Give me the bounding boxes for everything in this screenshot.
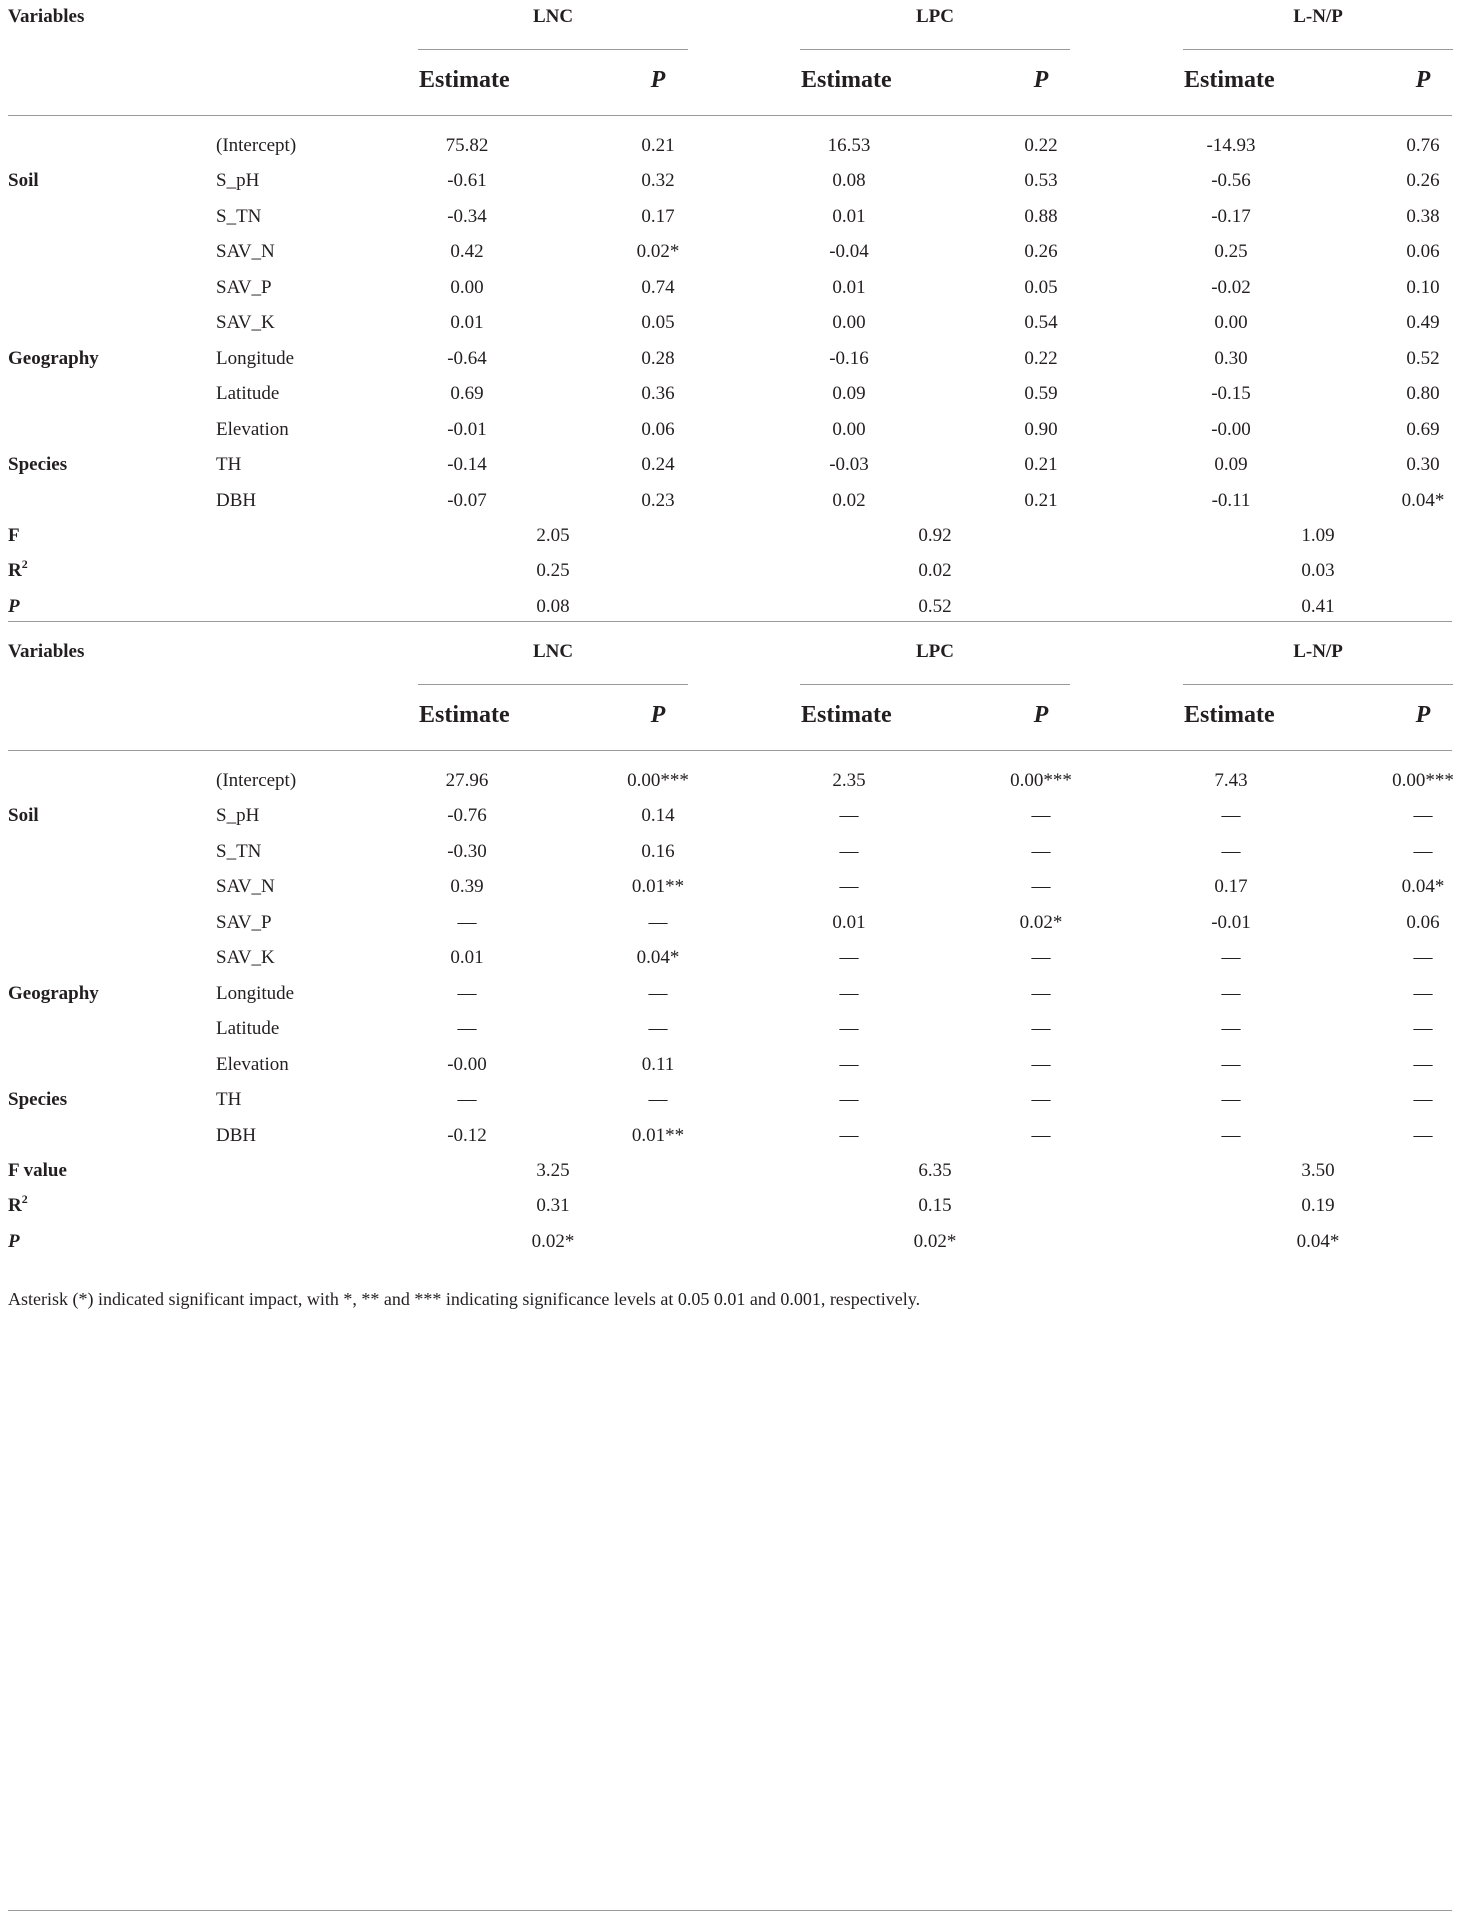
table-cell: — xyxy=(1413,841,1433,862)
table-cell: 0.09 xyxy=(832,383,866,404)
table-cell: 0.59 xyxy=(1024,383,1058,404)
table-cell: — xyxy=(839,983,859,1004)
stat-label-text: P xyxy=(8,1231,20,1252)
table-cell: 0.08 xyxy=(832,170,866,191)
table-cell: -0.30 xyxy=(447,841,487,862)
stat-label-text: R xyxy=(8,1195,22,1216)
table-cell: 0.00*** xyxy=(1392,770,1454,791)
row-variable: S_pH xyxy=(216,170,260,191)
table-cell: 0.09 xyxy=(1214,454,1248,475)
table-cell: -0.04 xyxy=(829,241,869,262)
stat-value: 1.09 xyxy=(1301,525,1335,546)
table-cell: — xyxy=(839,841,859,862)
stat-label-superscript: 2 xyxy=(21,557,28,571)
estimate-header: Estimate xyxy=(1184,67,1275,93)
table-cell: — xyxy=(1413,983,1433,1004)
table-cell: 0.01** xyxy=(631,1125,685,1146)
table-cell: 0.01 xyxy=(450,312,484,333)
row-variable: (Intercept) xyxy=(216,770,297,791)
estimate-header: Estimate xyxy=(419,702,510,728)
p-header: P xyxy=(1033,67,1049,93)
table-cell: -0.12 xyxy=(447,1125,487,1146)
table-cell: 0.80 xyxy=(1406,383,1440,404)
table-cell: -0.01 xyxy=(447,419,487,440)
table-cell: 0.06 xyxy=(1406,912,1440,933)
table-cell: 2.35 xyxy=(832,770,866,791)
stat-value: 0.19 xyxy=(1301,1195,1335,1216)
table-cell: 0.00*** xyxy=(627,770,689,791)
p-header: P xyxy=(1033,702,1049,728)
group-underline xyxy=(800,49,1070,50)
table-cell: 0.69 xyxy=(450,383,484,404)
table-cell: -0.11 xyxy=(1211,490,1251,511)
table-cell: — xyxy=(1031,983,1051,1004)
table-cell: 0.30 xyxy=(1214,348,1248,369)
table-cell: — xyxy=(457,912,477,933)
table-cell: 75.82 xyxy=(445,135,489,156)
table-cell: — xyxy=(648,912,668,933)
row-variable: TH xyxy=(216,1089,242,1110)
table-cell: 0.22 xyxy=(1024,348,1058,369)
stat-label-text: F value xyxy=(8,1160,67,1181)
table-cell: — xyxy=(648,1089,668,1110)
stat-value: 3.25 xyxy=(536,1160,570,1181)
table-cell: -0.03 xyxy=(829,454,869,475)
table-cell: 27.96 xyxy=(445,770,489,791)
table-cell: 0.05 xyxy=(1024,277,1058,298)
p-header: P xyxy=(1415,67,1431,93)
table-cell: — xyxy=(457,983,477,1004)
variables-header: Variables xyxy=(8,6,85,27)
table-cell: -0.00 xyxy=(1211,419,1251,440)
group-header-lnc: LNC xyxy=(532,6,574,27)
table-cell: — xyxy=(1031,876,1051,897)
group-header-lnc: LNC xyxy=(532,641,574,662)
table-cell: 0.01** xyxy=(631,876,685,897)
row-variable: Latitude xyxy=(216,1018,280,1039)
table-cell: 0.00*** xyxy=(1010,770,1072,791)
row-variable: Elevation xyxy=(216,1054,289,1075)
table-cell: 0.30 xyxy=(1406,454,1440,475)
row-category: Geography xyxy=(8,983,99,1004)
table-cell: — xyxy=(1221,805,1241,826)
table-cell: 0.00 xyxy=(832,312,866,333)
table-cell: — xyxy=(648,983,668,1004)
table-cell: — xyxy=(1221,1054,1241,1075)
table-cell: 0.06 xyxy=(641,419,675,440)
table-cell: 0.17 xyxy=(641,206,675,227)
p-header: P xyxy=(650,702,666,728)
group-header-lnp: L-N/P xyxy=(1293,6,1343,27)
table-cell: 0.01 xyxy=(832,277,866,298)
row-category: Species xyxy=(8,1089,68,1110)
estimate-header: Estimate xyxy=(801,67,892,93)
table-cell: 0.76 xyxy=(1406,135,1440,156)
table-cell: 0.00 xyxy=(450,277,484,298)
row-variable: TH xyxy=(216,454,242,475)
table-cell: — xyxy=(1221,983,1241,1004)
table-cell: 0.53 xyxy=(1024,170,1058,191)
group-header-lnp: L-N/P xyxy=(1293,641,1343,662)
group-underline xyxy=(1183,49,1453,50)
table-cell: — xyxy=(457,1089,477,1110)
table-cell: 0.36 xyxy=(641,383,675,404)
table-cell: — xyxy=(1413,1054,1433,1075)
row-variable: DBH xyxy=(216,490,257,511)
table-cell: — xyxy=(1413,947,1433,968)
table-cell: 0.90 xyxy=(1024,419,1058,440)
table-cell: — xyxy=(1031,1054,1051,1075)
table-cell: 0.42 xyxy=(450,241,484,262)
stat-label-text: F xyxy=(8,525,20,546)
table-cell: -0.17 xyxy=(1211,206,1251,227)
row-variable: SAV_N xyxy=(216,241,275,262)
stat-label-text: R xyxy=(8,560,22,581)
table-cell: 0.04* xyxy=(1401,490,1445,511)
table-cell: 0.00 xyxy=(832,419,866,440)
table-cell: 0.01 xyxy=(832,206,866,227)
table-cell: 0.02* xyxy=(1019,912,1063,933)
table-cell: 0.21 xyxy=(641,135,675,156)
stat-value: 0.52 xyxy=(918,596,952,617)
row-variable: S_TN xyxy=(216,841,262,862)
stat-value: 0.02* xyxy=(531,1231,575,1252)
stat-value: 0.02 xyxy=(918,560,952,581)
row-variable: DBH xyxy=(216,1125,257,1146)
stat-value: 0.41 xyxy=(1301,596,1335,617)
table-cell: 0.49 xyxy=(1406,312,1440,333)
table-cell: — xyxy=(1221,841,1241,862)
stat-value: 3.50 xyxy=(1301,1160,1335,1181)
table-cell: 0.04* xyxy=(636,947,680,968)
table-cell: — xyxy=(1221,947,1241,968)
table-cell: 0.26 xyxy=(1406,170,1440,191)
row-variable: S_TN xyxy=(216,206,262,227)
table-cell: 0.21 xyxy=(1024,454,1058,475)
table-cell: 0.24 xyxy=(641,454,675,475)
table-cell: -0.34 xyxy=(447,206,487,227)
estimate-header: Estimate xyxy=(419,67,510,93)
table-cell: 0.01 xyxy=(450,947,484,968)
table-cell: 0.52 xyxy=(1406,348,1440,369)
table-cell: — xyxy=(1413,1018,1433,1039)
stat-value: 2.05 xyxy=(536,525,570,546)
table-cell: 0.38 xyxy=(1406,206,1440,227)
table-cell: — xyxy=(1413,805,1433,826)
stat-value: 0.02* xyxy=(913,1231,957,1252)
table-cell: — xyxy=(457,1018,477,1039)
table-cell: — xyxy=(1031,841,1051,862)
header-rule xyxy=(8,115,1452,116)
table-cell: — xyxy=(839,876,859,897)
stat-label-superscript: 2 xyxy=(21,1192,28,1206)
table-cell: 0.02* xyxy=(636,241,680,262)
row-variable: Longitude xyxy=(216,348,295,369)
table-cell: -0.02 xyxy=(1211,277,1251,298)
estimate-header: Estimate xyxy=(1184,702,1275,728)
table-cell: 0.06 xyxy=(1406,241,1440,262)
table-cell: 0.17 xyxy=(1214,876,1248,897)
row-category: Soil xyxy=(8,170,39,191)
stat-label xyxy=(8,1159,67,1183)
table-cell: 0.74 xyxy=(641,277,675,298)
table-cell: — xyxy=(1031,805,1051,826)
table-cell: -0.00 xyxy=(447,1054,487,1075)
stat-label xyxy=(8,1230,20,1254)
stat-label xyxy=(8,1194,28,1218)
table-cell: — xyxy=(839,947,859,968)
table-cell: 0.10 xyxy=(1406,277,1440,298)
stat-label xyxy=(8,595,20,619)
stat-value: 0.25 xyxy=(536,560,570,581)
table-cell: 0.32 xyxy=(641,170,675,191)
table-cell: — xyxy=(1413,1125,1433,1146)
table-cell: 0.11 xyxy=(641,1054,675,1075)
group-underline xyxy=(418,684,688,685)
row-variable: SAV_P xyxy=(216,912,272,933)
stat-value: 0.03 xyxy=(1301,560,1335,581)
table-cell: -0.76 xyxy=(447,805,487,826)
table-cell: -0.16 xyxy=(829,348,869,369)
row-variable: Elevation xyxy=(216,419,289,440)
table-bottom-rule xyxy=(8,621,1452,622)
p-header: P xyxy=(1415,702,1431,728)
row-variable: SAV_K xyxy=(216,312,275,333)
table-cell: 0.28 xyxy=(641,348,675,369)
table-cell: -14.93 xyxy=(1206,135,1256,156)
stat-label xyxy=(8,559,28,583)
table-cell: -0.07 xyxy=(447,490,487,511)
stat-label-text: P xyxy=(8,596,20,617)
table-cell: — xyxy=(1221,1125,1241,1146)
table-cell: 7.43 xyxy=(1214,770,1248,791)
table-cell: -0.14 xyxy=(447,454,487,475)
row-variable: Longitude xyxy=(216,983,295,1004)
table-cell: — xyxy=(839,1089,859,1110)
table-cell: — xyxy=(839,1125,859,1146)
table-cell: -0.61 xyxy=(447,170,487,191)
table-cell: — xyxy=(1031,1125,1051,1146)
table-cell: 0.23 xyxy=(641,490,675,511)
table-cell: 0.22 xyxy=(1024,135,1058,156)
table-cell: 0.39 xyxy=(450,876,484,897)
row-variable: S_pH xyxy=(216,805,260,826)
table-cell: — xyxy=(839,805,859,826)
p-header: P xyxy=(650,67,666,93)
table-cell: 0.21 xyxy=(1024,490,1058,511)
row-category: Species xyxy=(8,454,68,475)
table-cell: — xyxy=(1221,1089,1241,1110)
table-cell: 0.04* xyxy=(1401,876,1445,897)
table-cell: 0.25 xyxy=(1214,241,1248,262)
table-cell: -0.64 xyxy=(447,348,487,369)
table-cell: — xyxy=(1031,947,1051,968)
table-cell: — xyxy=(1031,1089,1051,1110)
row-variable: SAV_K xyxy=(216,947,275,968)
table-cell: -0.01 xyxy=(1211,912,1251,933)
table-cell: — xyxy=(1413,1089,1433,1110)
stat-value: 0.08 xyxy=(536,596,570,617)
table-cell: — xyxy=(839,1054,859,1075)
table-footnote: Asterisk (*) indicated significant impact, with *, ** and *** indicating significance levels at 0.05 0.01 and 0.001, respectively. xyxy=(8,1289,921,1309)
table-cell: 0.05 xyxy=(641,312,675,333)
table-cell: — xyxy=(839,1018,859,1039)
table-cell: — xyxy=(648,1018,668,1039)
table-cell: -0.15 xyxy=(1211,383,1251,404)
table-cell: — xyxy=(1031,1018,1051,1039)
stat-label xyxy=(8,524,20,548)
group-header-lpc: LPC xyxy=(916,641,954,662)
table-cell: 0.88 xyxy=(1024,206,1058,227)
row-variable: Latitude xyxy=(216,383,280,404)
group-underline xyxy=(1183,684,1453,685)
table-cell: 0.26 xyxy=(1024,241,1058,262)
stat-value: 0.15 xyxy=(918,1195,952,1216)
table-cell: 0.16 xyxy=(641,841,675,862)
group-underline xyxy=(800,684,1070,685)
row-category: Soil xyxy=(8,805,39,826)
table-cell: -0.56 xyxy=(1211,170,1251,191)
stat-value: 0.31 xyxy=(536,1195,570,1216)
table-cell: 16.53 xyxy=(827,135,871,156)
row-variable: SAV_P xyxy=(216,277,272,298)
table-cell: 0.00 xyxy=(1214,312,1248,333)
header-rule xyxy=(8,750,1452,751)
table-cell: 0.54 xyxy=(1024,312,1058,333)
stat-value: 0.92 xyxy=(918,525,952,546)
row-variable: (Intercept) xyxy=(216,135,297,156)
table-cell: 0.01 xyxy=(832,912,866,933)
variables-header: Variables xyxy=(8,641,85,662)
table-cell: 0.69 xyxy=(1406,419,1440,440)
group-underline xyxy=(418,49,688,50)
stat-value: 6.35 xyxy=(918,1160,952,1181)
group-header-lpc: LPC xyxy=(916,6,954,27)
table-cell: 0.02 xyxy=(832,490,866,511)
row-variable: SAV_N xyxy=(216,876,275,897)
table-cell: 0.14 xyxy=(641,805,675,826)
table-cell: — xyxy=(1221,1018,1241,1039)
row-category: Geography xyxy=(8,348,99,369)
estimate-header: Estimate xyxy=(801,702,892,728)
stat-value: 0.04* xyxy=(1296,1231,1340,1252)
